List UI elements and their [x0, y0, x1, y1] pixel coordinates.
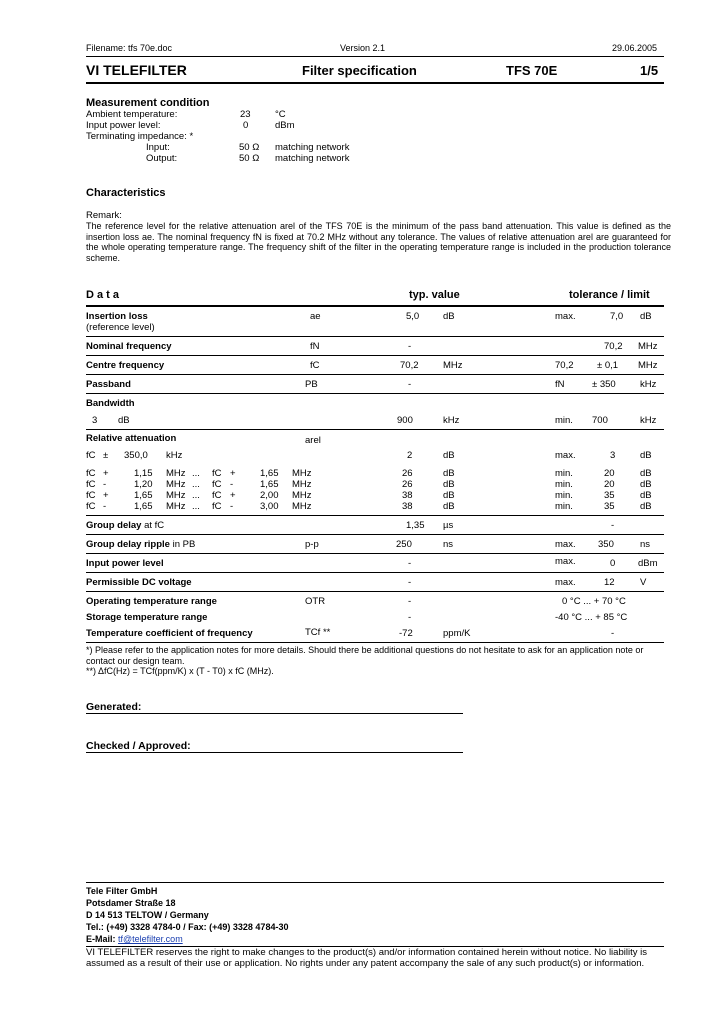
inpower-label: Input power level: [86, 558, 164, 569]
doc-title: Filter specification: [302, 63, 417, 78]
header-rule-bottom: [86, 82, 664, 84]
relatt-tol: 35: [604, 490, 615, 501]
characteristics-title: Characteristics: [86, 187, 166, 199]
relatt-op1: -: [103, 479, 107, 490]
relatt-op2: +: [230, 490, 236, 501]
relatt-u1: MHz: [166, 479, 186, 490]
filename: Filename: tfs 70e.doc: [86, 43, 173, 53]
relatt-label: Relative attenuation: [86, 433, 177, 444]
centre-typ: 70,2: [400, 360, 419, 371]
dcvolt-lim: max.: [555, 577, 576, 588]
email-link[interactable]: tf@telefilter.com: [118, 934, 183, 944]
relatt-u1: MHz: [166, 468, 186, 479]
relatt-u1: MHz: [166, 501, 186, 512]
row-rule: [86, 515, 664, 516]
relatt-lim: min.: [555, 490, 573, 501]
relatt-f2: fC: [212, 479, 222, 490]
relatt-u1: MHz: [166, 490, 186, 501]
passband-typ: -: [408, 379, 412, 390]
relatt-v2: 1,65: [260, 479, 279, 490]
relatt-typ: 2: [407, 450, 413, 461]
checked-label: Checked / Approved:: [86, 740, 191, 752]
relatt-op1: +: [103, 468, 109, 479]
relatt-typ: 26: [402, 468, 413, 479]
row-rule: [86, 429, 664, 430]
row-rule: [86, 591, 664, 592]
relatt-lim: min.: [555, 501, 573, 512]
footer-city: D 14 513 TELTOW / Germany: [86, 910, 209, 920]
relatt-tol: 20: [604, 468, 615, 479]
passband-tol: ± 350: [592, 379, 616, 390]
inpower-typ: -: [408, 558, 412, 569]
relatt-sym: arel: [305, 435, 321, 446]
footnote-2: **) ΔfC(Hz) = TCf(ppm/K) x (T - T0) x fC (MHz).: [86, 666, 274, 676]
nominal-label: Nominal frequency: [86, 341, 172, 352]
relatt-v1: 350,0: [124, 450, 148, 461]
relatt-u1: kHz: [166, 450, 183, 461]
relatt-op1: -: [103, 501, 107, 512]
disclaimer: VI TELEFILTER reserves the right to make changes to the product(s) and/or information contained herein without notice. No liability is assumed as a result of their use or application. No rights under any patent accompany the sale of any such product(s) or information.: [86, 947, 647, 969]
insertion-lim: max.: [555, 311, 576, 322]
relatt-v2: 1,65: [260, 468, 279, 479]
footer-company: Tele Filter GmbH: [86, 886, 158, 896]
passband-sym: PB: [305, 379, 318, 390]
relatt-dots: ...: [192, 501, 200, 512]
gripple-tol: 350: [598, 539, 614, 550]
relatt-tunit: dB: [640, 468, 652, 479]
input-unit: matching network: [275, 142, 350, 153]
nominal-tol: 70,2: [604, 341, 623, 352]
relatt-f2: fC: [212, 468, 222, 479]
col-data: D a t a: [86, 289, 120, 301]
insertion-sym: ae: [310, 311, 321, 322]
centre-label: Centre frequency: [86, 360, 165, 371]
insertion-unit: dB: [443, 311, 455, 322]
sttemp-label: Storage temperature range: [86, 612, 208, 623]
bandwidth-vunit: dB: [118, 415, 130, 426]
ambient-value: 23: [240, 109, 251, 120]
row-rule: [86, 393, 664, 394]
relatt-f1: fC: [86, 501, 96, 512]
sttemp-typ: -: [408, 612, 412, 623]
bandwidth-lim: min.: [555, 415, 573, 426]
footnote-1: *) Please refer to the application notes for more details. Should there be additional questions do not hesitate to ask for an application note or contact our design team.: [86, 645, 644, 666]
tcf-unit: ppm/K: [443, 628, 471, 639]
insertion-label: Insertion loss: [86, 311, 148, 322]
passband-tunit: kHz: [640, 379, 657, 390]
relatt-unit: dB: [443, 468, 455, 479]
date: 29.06.2005: [612, 43, 658, 53]
insertion-typ: 5,0: [406, 311, 420, 322]
gdelay-typ: 1,35: [406, 520, 425, 531]
relatt-unit: dB: [443, 450, 455, 461]
relatt-lim: min.: [555, 479, 573, 490]
input-value: 50 Ω: [239, 142, 260, 153]
inpower-lim: max.: [555, 556, 576, 567]
bandwidth-tunit: kHz: [640, 415, 657, 426]
optemp-tol: 0 °C ... + 70 °C: [562, 596, 626, 607]
relatt-u2: MHz: [292, 501, 312, 512]
power-value: 0: [243, 120, 249, 131]
gdelay-unit: µs: [443, 520, 454, 531]
relatt-u2: MHz: [292, 490, 312, 501]
dcvolt-tol: 12: [604, 577, 615, 588]
term-label: Terminating impedance: *: [86, 131, 194, 142]
relatt-dots: ...: [192, 468, 200, 479]
relatt-u2: MHz: [292, 479, 312, 490]
relatt-unit: dB: [443, 490, 455, 501]
gripple-cond: in PB: [172, 539, 196, 550]
relatt-tunit: dB: [640, 479, 652, 490]
dcvolt-tunit: V: [640, 577, 647, 588]
measurement-title: Measurement condition: [86, 97, 210, 109]
bandwidth-unit: kHz: [443, 415, 460, 426]
page-number: 1/5: [640, 63, 659, 78]
row-rule: [86, 355, 664, 356]
footer-tel: Tel.: (+49) 3328 4784-0 / Fax: (+49) 3328 4784-30: [86, 922, 289, 932]
gdelay-label: Group delay: [86, 520, 142, 531]
gripple-unit: ns: [443, 539, 454, 550]
relatt-v2: 2,00: [260, 490, 279, 501]
sttemp-tol: -40 °C ... + 85 °C: [555, 612, 628, 623]
gripple-tunit: ns: [640, 539, 651, 550]
relatt-tunit: dB: [640, 450, 652, 461]
row-rule: [86, 553, 664, 554]
optemp-label: Operating temperature range: [86, 596, 217, 607]
bandwidth-typ: 900: [397, 415, 413, 426]
power-label: Input power level:: [86, 120, 161, 131]
gripple-row: [86, 539, 195, 550]
bandwidth-val: 3: [92, 415, 98, 426]
relatt-f2: fC: [212, 501, 222, 512]
relatt-v1: 1,15: [134, 468, 153, 479]
relatt-f1: fC: [86, 490, 96, 501]
power-unit: dBm: [275, 120, 295, 131]
ambient-unit: °C: [275, 109, 286, 120]
relatt-f1: fC: [86, 479, 96, 490]
table-end-rule: [86, 642, 664, 643]
row-rule: [86, 572, 664, 573]
gdelay-row: [86, 520, 164, 531]
email-label: E-Mail:: [86, 934, 116, 944]
inpower-tunit: dBm: [638, 558, 658, 569]
relatt-v1: 1,20: [134, 479, 153, 490]
relatt-unit: dB: [443, 501, 455, 512]
input-label: Input:: [146, 142, 170, 153]
table-head-rule: [86, 305, 664, 307]
optemp-typ: -: [408, 596, 412, 607]
checked-line: [86, 752, 463, 753]
gdelay-cond: at fC: [144, 520, 165, 531]
col-typ: typ. value: [409, 289, 460, 301]
brand-name: TELEFILTER: [103, 62, 187, 78]
relatt-f1: fC: [86, 450, 96, 461]
relatt-tunit: dB: [640, 501, 652, 512]
relatt-tol: 35: [604, 501, 615, 512]
relatt-f2: fC: [212, 490, 222, 501]
relatt-unit: dB: [443, 479, 455, 490]
col-tolerance: tolerance / limit: [569, 289, 650, 301]
generated-label: Generated:: [86, 701, 142, 713]
relatt-op1: ±: [103, 450, 109, 461]
dcvolt-typ: -: [408, 577, 412, 588]
relatt-op2: +: [230, 468, 236, 479]
centre-tunit: MHz: [638, 360, 658, 371]
relatt-dots: ...: [192, 479, 200, 490]
logo-vi: VI: [86, 62, 100, 78]
relatt-op2: -: [230, 501, 234, 512]
relatt-tol: 20: [604, 479, 615, 490]
centre-tol: ± 0,1: [597, 360, 619, 371]
inpower-tol: 0: [610, 558, 616, 569]
relatt-v1: 1,65: [134, 490, 153, 501]
tcf-sym: TCf **: [305, 627, 331, 638]
tcf-label: Temperature coefficient of frequency: [86, 628, 253, 639]
insertion-tunit: dB: [640, 311, 652, 322]
part-number: TFS 70E: [506, 63, 558, 78]
nominal-typ: -: [408, 341, 412, 352]
row-rule: [86, 534, 664, 535]
output-label: Output:: [146, 153, 178, 164]
nominal-tunit: MHz: [638, 341, 658, 352]
row-rule: [86, 336, 664, 337]
tcf-tol: -: [611, 628, 615, 639]
relatt-typ: 38: [402, 501, 413, 512]
header-rule-top: [86, 56, 664, 57]
relatt-tunit: dB: [640, 490, 652, 501]
relatt-lim: max.: [555, 450, 576, 461]
bandwidth-tol: 700: [592, 415, 608, 426]
remark-label: Remark:: [86, 210, 122, 221]
output-value: 50 Ω: [239, 153, 260, 164]
gripple-sym: p-p: [305, 539, 319, 550]
relatt-op1: +: [103, 490, 109, 501]
centre-sym: fC: [310, 360, 320, 371]
gripple-typ: 250: [396, 539, 412, 550]
relatt-typ: 38: [402, 490, 413, 501]
insertion-sub: (reference level): [86, 322, 155, 333]
gdelay-tol: -: [611, 520, 615, 531]
row-rule: [86, 374, 664, 375]
nominal-sym: fN: [310, 341, 320, 352]
relatt-op2: -: [230, 479, 234, 490]
relatt-typ: 26: [402, 479, 413, 490]
output-unit: matching network: [275, 153, 350, 164]
relatt-f1: fC: [86, 468, 96, 479]
footer-street: Potsdamer Straße 18: [86, 898, 176, 908]
footer-rule: [86, 882, 664, 883]
optemp-sym: OTR: [305, 596, 326, 607]
logo: [86, 62, 187, 78]
gripple-label: Group delay ripple: [86, 539, 170, 550]
centre-lim: 70,2: [555, 360, 574, 371]
relatt-v2: 3,00: [260, 501, 279, 512]
dcvolt-label: Permissible DC voltage: [86, 577, 192, 588]
relatt-dots: ...: [192, 490, 200, 501]
centre-unit: MHz: [443, 360, 463, 371]
footer-email-row: [86, 934, 183, 944]
passband-label: Passband: [86, 379, 131, 390]
ambient-label: Ambient temperature:: [86, 109, 178, 120]
tcf-typ: -72: [399, 628, 413, 639]
relatt-lim: min.: [555, 468, 573, 479]
insertion-tol: 7,0: [610, 311, 624, 322]
relatt-tol: 3: [610, 450, 616, 461]
remark-text: The reference level for the relative attenuation arel of the TFS 70E is the minimum of the pass band attenuation. This value is defined as the insertion loss ae. The nominal frequency fN is fixed at 70.2 MHz without any tolerance. The values of relative attenuation arel are guaranteed for the whole operating temperature range. The frequency shift of the filter in the operating temperature range is included in the production tolerance scheme.: [86, 221, 671, 263]
generated-line: [86, 713, 463, 714]
relatt-u2: MHz: [292, 468, 312, 479]
passband-lim: fN: [555, 379, 565, 390]
version: Version 2.1: [340, 43, 386, 53]
gripple-lim: max.: [555, 539, 576, 550]
bandwidth-label: Bandwidth: [86, 398, 135, 409]
relatt-v1: 1,65: [134, 501, 153, 512]
